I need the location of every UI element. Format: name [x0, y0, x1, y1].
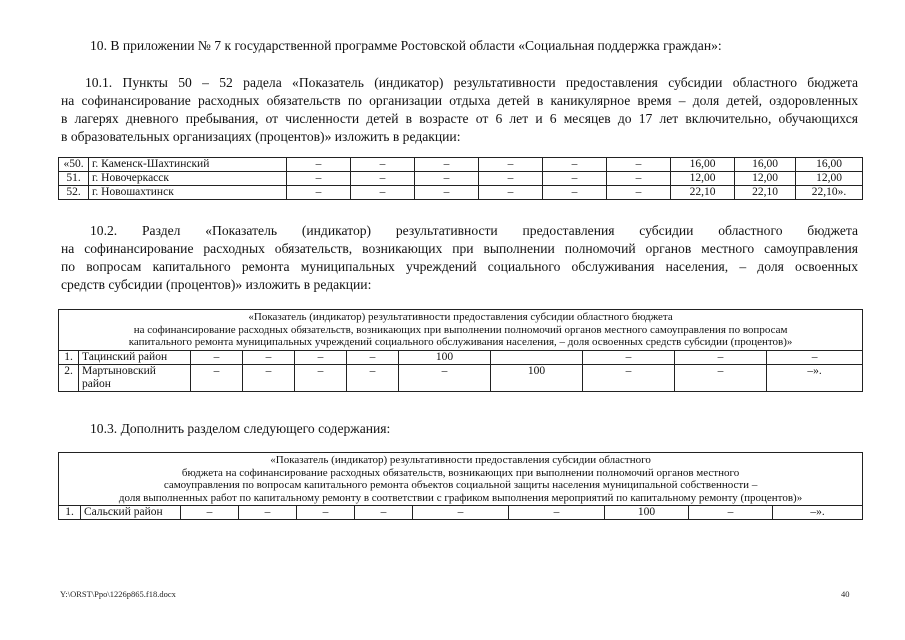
table-row: [59, 186, 863, 200]
value-cell: –: [347, 364, 399, 391]
table-indicator-1: [58, 157, 863, 200]
value-cell: 16,00: [671, 158, 735, 172]
value-cell: –: [767, 350, 863, 364]
value-cell: –: [351, 172, 415, 186]
table-header-row: [59, 453, 863, 506]
value-cell: 22,10: [671, 186, 735, 200]
value-cell: –: [191, 350, 243, 364]
header-line: самоуправления по вопросам капитального ремонта объектов социальной защиты населения муниципальной собственности –: [163, 479, 758, 491]
value-cell: 100: [399, 350, 491, 364]
value-cell: –: [509, 506, 605, 520]
value-cell: –: [399, 364, 491, 391]
text-line: 10.2. Раздел «Показатель (индикатор) результативности предоставления субсидии областного бюджета: [90, 223, 858, 238]
value-cell: –: [287, 186, 351, 200]
table-row: [59, 172, 863, 186]
text-line: в образовательных организациях (процентов)» изложить в редакции:: [61, 129, 461, 144]
value-cell: –».: [767, 364, 863, 391]
text-line: на софинансирование расходных обязательств, возникающих при выполнении полномочий органов местного самоуправления: [61, 241, 858, 256]
value-cell: –: [295, 364, 347, 391]
table-row: [59, 364, 863, 391]
row-number: 52.: [59, 186, 89, 200]
value-cell: –: [287, 158, 351, 172]
row-number: 51.: [59, 172, 89, 186]
table-indicator-2: [58, 309, 863, 392]
value-cell: –: [181, 506, 239, 520]
value-cell: –: [415, 186, 479, 200]
value-cell: –: [543, 186, 607, 200]
value-cell: –: [607, 158, 671, 172]
table-header-row: [59, 310, 863, 351]
row-number: 1.: [59, 506, 81, 520]
footer-file-path: Y:\ORST\Ppo\1226p865.f18.docx: [60, 589, 176, 599]
value-cell: –: [689, 506, 773, 520]
header-line: бюджета на софинансирование расходных обязательств, возникающих при выполнении полномочий органов местного: [181, 466, 740, 479]
text-line: в лагерях дневного пребывания, от численности детей в возрасте от 6 лет и 6 месяцев до 17 лет включительно, обучающихся: [61, 111, 858, 126]
text-line: средств субсидии (процентов)» изложить в редакции:: [61, 277, 372, 292]
municipality-name: г. Новошахтинск: [89, 186, 287, 200]
value-cell: –: [543, 172, 607, 186]
value-cell: –: [287, 172, 351, 186]
value-cell: –: [239, 506, 297, 520]
value-cell: –: [243, 364, 295, 391]
value-cell: –: [415, 158, 479, 172]
value-cell: –: [543, 158, 607, 172]
value-cell: –: [675, 350, 767, 364]
value-cell: –: [297, 506, 355, 520]
section-10-heading: 10. В приложении № 7 к государственной программе Ростовской области «Социальная поддержка граждан»:: [90, 38, 722, 53]
municipality-name: г. Каменск-Шахтинский: [89, 158, 287, 172]
table-indicator-3: [58, 452, 863, 520]
value-cell: –: [355, 506, 413, 520]
value-cell: –: [413, 506, 509, 520]
header-line: на софинансирование расходных обязательств, возникающих при выполнении полномочий органов местного самоуправления по вопросам: [133, 323, 788, 336]
value-cell: [491, 350, 583, 364]
table-header: [59, 453, 863, 506]
value-cell: –: [415, 172, 479, 186]
row-number: «50.: [59, 158, 89, 172]
text-line: 10.1. Пункты 50 – 52 радела «Показатель (индикатор) результативности предоставления субсидии областного бюджета: [85, 75, 858, 90]
header-line: капитального ремонта муниципальных учреждений социального обслуживания населения, – доля освоенных средств субсидии (процентов)»: [128, 336, 793, 348]
value-cell: –: [675, 364, 767, 391]
value-cell: 22,10: [735, 186, 796, 200]
value-cell: 16,00: [796, 158, 863, 172]
value-cell: –: [243, 350, 295, 364]
municipality-name: Сальский район: [81, 506, 181, 520]
value-cell: –: [295, 350, 347, 364]
header-line: «Показатель (индикатор) результативности предоставления субсидии областного бюджета: [248, 311, 673, 323]
table-header: [59, 310, 863, 351]
table-row: [59, 158, 863, 172]
value-cell: 22,10».: [796, 186, 863, 200]
text-line: на софинансирование расходных обязательств по организации отдыха детей в каникулярное время – доля детей, оздоровленных: [61, 93, 858, 108]
header-line: «Показатель (индикатор) результативности предоставления субсидии областного: [270, 454, 651, 466]
value-cell: –: [479, 158, 543, 172]
value-cell: –: [351, 158, 415, 172]
value-cell: –: [347, 350, 399, 364]
value-cell: –: [607, 186, 671, 200]
value-cell: –: [583, 350, 675, 364]
header-line: доля выполненных работ по капитальному ремонту в соответствии с графиком выполнения мероприятий по капитальному ремонту (процентов)»: [118, 491, 803, 504]
row-number: 1.: [59, 350, 79, 364]
table-row: [59, 350, 863, 364]
value-cell: 100: [491, 364, 583, 391]
table-row: [59, 506, 863, 520]
value-cell: –: [351, 186, 415, 200]
municipality-name: Тацинский район: [79, 350, 191, 364]
footer-page-number: 40: [841, 589, 850, 599]
row-number: 2.: [59, 364, 79, 391]
section-10-3-heading: 10.3. Дополнить разделом следующего содержания:: [90, 421, 391, 436]
value-cell: 12,00: [671, 172, 735, 186]
value-cell: –: [191, 364, 243, 391]
municipality-name: г. Новочеркасск: [89, 172, 287, 186]
value-cell: –: [583, 364, 675, 391]
value-cell: –: [607, 172, 671, 186]
value-cell: 16,00: [735, 158, 796, 172]
text-line: по вопросам капитального ремонта муниципальных учреждений социального обслуживания населения, – доля освоенных: [61, 259, 858, 274]
value-cell: 100: [605, 506, 689, 520]
value-cell: –».: [773, 506, 863, 520]
value-cell: 12,00: [735, 172, 796, 186]
value-cell: –: [479, 186, 543, 200]
value-cell: –: [479, 172, 543, 186]
municipality-name: Мартыновский район: [79, 364, 191, 391]
value-cell: 12,00: [796, 172, 863, 186]
